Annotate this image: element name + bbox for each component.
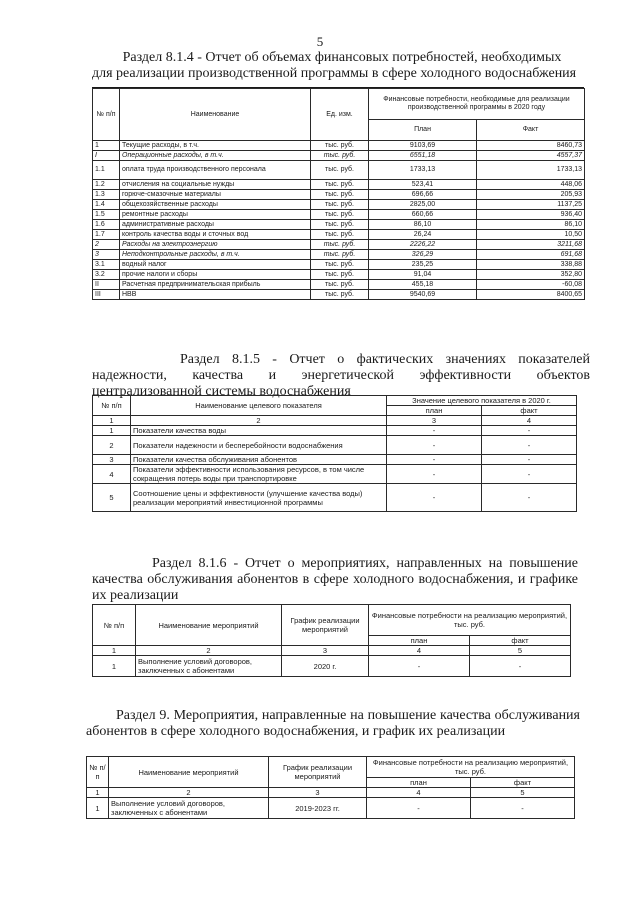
row-fact: 10,50 [477,230,585,240]
row-unit: тыс. руб. [311,151,369,161]
table-row [93,426,577,436]
row-name: Неподконтрольные расходы, в т.ч. [120,250,311,260]
financial-needs-table [92,88,585,300]
header-fact: Факт [477,120,585,141]
table-row [93,161,585,180]
row-schedule: 2020 г. [282,656,369,677]
table-row [87,798,575,819]
row-plan: - [367,798,471,819]
row-plan: 91,04 [369,270,477,280]
row-num: III [93,290,120,300]
section-9-title: Раздел 9. Мероприятия, направленные на повышение качества обслуживания абонентов в сфере холодного водоснабжения, и график их реализации [86,708,580,739]
index-cell: 3 [282,646,369,656]
row-name: Расчетная предпринимательская прибыль [120,280,311,290]
table-row [93,220,585,230]
row-name: ремонтные расходы [120,210,311,220]
index-cell: 2 [131,416,387,426]
table-row [93,270,585,280]
row-plan: 523,41 [369,180,477,190]
table-row [93,180,585,190]
row-num: 3.2 [93,270,120,280]
row-fact: 691,68 [477,250,585,260]
row-num: 2 [93,240,120,250]
row-name: общехозяйственные расходы [120,200,311,210]
row-fact: - [482,436,577,455]
header-fact: факт [482,406,577,416]
row-unit: тыс. руб. [311,141,369,151]
row-plan: 326,29 [369,250,477,260]
row-name: прочие налоги и сборы [120,270,311,280]
row-num: 1.5 [93,210,120,220]
row-name: Выполнение условий договоров, заключенных с абонентами [136,656,282,677]
row-num: 1 [93,141,120,151]
header-value: Значение целевого показателя в 2020 г. [387,396,577,406]
row-name: Показатели эффективности использования ресурсов, в том числе сокращения потерь воды при транспортировке [131,465,387,484]
row-name: Операционные расходы, в т.ч. [120,151,311,161]
index-cell: 1 [87,788,109,798]
table-row [93,141,585,151]
row-fact: 8460,73 [477,141,585,151]
row-plan: 9540,69 [369,290,477,300]
index-cell: 2 [109,788,269,798]
row-name: Выполнение условий договоров, заключенных с абонентами [109,798,269,819]
row-num: 4 [93,465,131,484]
row-name: административные расходы [120,220,311,230]
row-plan: - [387,455,482,465]
index-cell: 1 [93,416,131,426]
row-schedule: 2019-2023 гг. [269,798,367,819]
row-name: водный налог [120,260,311,270]
row-num: 1.6 [93,220,120,230]
row-fact: 936,40 [477,210,585,220]
table-row [93,455,577,465]
row-unit: тыс. руб. [311,220,369,230]
row-num: 1.4 [93,200,120,210]
row-fact: 1733,13 [477,161,585,180]
row-fact: 86,10 [477,220,585,230]
row-num: 1 [87,798,109,819]
row-plan: 2226,22 [369,240,477,250]
table-row [93,484,577,512]
header-name: Наименование [120,89,311,141]
row-plan: 86,10 [369,220,477,230]
row-num: I [93,151,120,161]
table-row [93,151,585,161]
indicators-table [92,395,577,512]
row-num: 1 [93,656,136,677]
section-814-title [92,50,592,82]
row-num: 1 [93,426,131,436]
row-fact: 352,80 [477,270,585,280]
section-814-title-line2: для реализации производственной программы в сфере холодного водоснабжения [92,66,577,81]
header-plan: План [369,120,477,141]
header-name: Наименование мероприятий [109,757,269,788]
row-unit: тыс. руб. [311,190,369,200]
row-unit: тыс. руб. [311,270,369,280]
row-fact: - [470,656,571,677]
row-num: 2 [93,436,131,455]
row-fact: - [482,484,577,512]
header-num: № п/п [93,396,131,416]
row-plan: 1733,13 [369,161,477,180]
row-name: Показатели качества обслуживания абонентов [131,455,387,465]
row-unit: тыс. руб. [311,230,369,240]
header-schedule: График реализации мероприятий [282,605,369,646]
header-num: № п/п [93,605,136,646]
index-cell: 4 [367,788,471,798]
header-fact: факт [470,636,571,646]
header-plan: план [387,406,482,416]
row-plan: 9103,69 [369,141,477,151]
table-row [93,290,585,300]
table-row [93,250,585,260]
row-fact: - [482,455,577,465]
row-name: Показатели надежности и бесперебойности водоснабжения [131,436,387,455]
measures-table-9 [86,756,575,819]
row-fact: 4557,37 [477,151,585,161]
row-num: 1.2 [93,180,120,190]
table-row [93,260,585,270]
section-816-title: Раздел 8.1.6 - Отчет о мероприятиях, направленных на повышение качества обслуживания абонентов в сфере холодного водоснабжения, и графике их реализации [92,556,578,603]
row-unit: тыс. руб. [311,180,369,190]
row-unit: тыс. руб. [311,290,369,300]
row-plan: 235,25 [369,260,477,270]
row-plan: - [387,426,482,436]
table-row [93,240,585,250]
row-num: 1.7 [93,230,120,240]
row-plan: 455,18 [369,280,477,290]
table-row [93,280,585,290]
index-cell: 1 [93,646,136,656]
row-num: 5 [93,484,131,512]
header-fin: Финансовые потребности на реализацию мероприятий, тыс. руб. [369,605,571,636]
row-fact: -60,08 [477,280,585,290]
header-fin-needs: Финансовые потребности, необходимые для реализации производственной программы в 2020 году [369,89,585,120]
table-row [93,210,585,220]
index-cell: 2 [136,646,282,656]
row-name: Показатели качества воды [131,426,387,436]
header-name: Наименование мероприятий [136,605,282,646]
row-name: Текущие расходы, в т.ч. [120,141,311,151]
table-row [93,436,577,455]
row-num: 3 [93,250,120,260]
row-fact: - [471,798,575,819]
index-cell: 3 [269,788,367,798]
row-num: 1.3 [93,190,120,200]
row-plan: 660,66 [369,210,477,220]
row-unit: тыс. руб. [311,210,369,220]
table-row [93,200,585,210]
row-num: II [93,280,120,290]
row-name: оплата труда производственного персонала [120,161,311,180]
row-unit: тыс. руб. [311,260,369,270]
header-num: № п/п [93,89,120,141]
row-plan: 26,24 [369,230,477,240]
row-fact: 3211,68 [477,240,585,250]
table-row [93,190,585,200]
row-fact: 205,93 [477,190,585,200]
row-plan: 696,66 [369,190,477,200]
header-schedule: График реализации мероприятий [269,757,367,788]
page-number: 5 [316,34,324,49]
row-plan: - [387,465,482,484]
index-cell: 4 [369,646,470,656]
row-fact: - [482,465,577,484]
row-unit: тыс. руб. [311,280,369,290]
header-num: № п/п [87,757,109,788]
header-fact: факт [471,778,575,788]
header-fin: Финансовые потребности на реализацию мероприятий, тыс. руб. [367,757,575,778]
row-plan: - [387,436,482,455]
row-name: контроль качества воды и сточных вод [120,230,311,240]
row-unit: тыс. руб. [311,240,369,250]
measures-table-816 [92,604,571,677]
row-num: 3 [93,455,131,465]
row-num: 3.1 [93,260,120,270]
index-cell: 4 [482,416,577,426]
row-plan: - [369,656,470,677]
header-unit: Ед. изм. [311,89,369,141]
row-num: 1.1 [93,161,120,180]
row-name: горюче-смазочные материалы [120,190,311,200]
row-unit: тыс. руб. [311,250,369,260]
header-name: Наименование целевого показателя [131,396,387,416]
row-plan: 6551,18 [369,151,477,161]
row-fact: - [482,426,577,436]
row-name: Соотношение цены и эффективности (улучшение качества воды) реализации мероприятий инвестиционной программы [131,484,387,512]
row-fact: 338,88 [477,260,585,270]
row-name: НВВ [120,290,311,300]
row-fact: 1137,25 [477,200,585,210]
index-cell: 3 [387,416,482,426]
section-814-title-line1: Раздел 8.1.4 - Отчет об объемах финансовых потребностей, необходимых [122,50,562,65]
row-name: Расходы на электроэнергию [120,240,311,250]
row-name: отчисления на социальные нужды [120,180,311,190]
row-unit: тыс. руб. [311,161,369,180]
index-cell: 5 [470,646,571,656]
index-cell: 5 [471,788,575,798]
header-plan: план [369,636,470,646]
row-fact: 8400,65 [477,290,585,300]
row-plan: 2825,00 [369,200,477,210]
row-fact: 448,06 [477,180,585,190]
header-plan: план [367,778,471,788]
table-row [93,656,571,677]
table-row [93,230,585,240]
section-815-title: Раздел 8.1.5 - Отчет о фактических значениях показателей надежности, качества и энергетической эффективности объектов централизованной системы водоснабжения [92,352,590,399]
table-row [93,465,577,484]
row-plan: - [387,484,482,512]
row-unit: тыс. руб. [311,200,369,210]
